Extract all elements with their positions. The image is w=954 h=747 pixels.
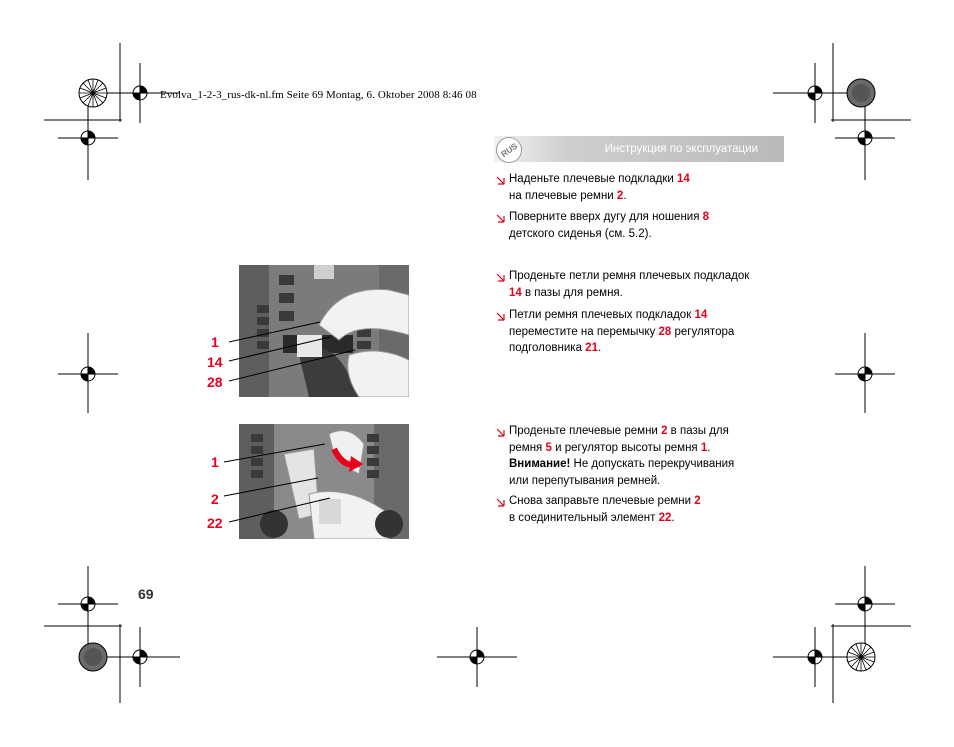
step-3: Проденьте петли ремня плечевых подкладок 14 в пазы для ремня. (496, 268, 786, 301)
step-4: Петли ремня плечевых подкладок 14 переместите на перемычку 28 регулятора подголовника 21. (496, 307, 786, 357)
step-arrow-icon (496, 310, 507, 321)
step-2: Поверните вверх дугу для ношения 8 детского сиденья (см. 5.2). (496, 209, 786, 242)
figure1-callout-28: 28 (207, 374, 223, 390)
step-arrow-icon (496, 426, 507, 437)
page-number: 69 (138, 586, 154, 602)
step-6: Снова заправьте плечевые ремни 2 в соединительный элемент 22. (496, 493, 786, 526)
step-5: Проденьте плечевые ремни 2 в пазы для ремня 5 и регулятор высоты ремня 1. Внимание! Не допускать перекручивания или перепутывания ремней. (496, 423, 786, 489)
file-info: Evolva_1-2-3_rus-dk-nl.fm Seite 69 Montag, 6. Oktober 2008 8:46 08 (160, 89, 477, 101)
figure1-callout-1: 1 (211, 334, 219, 350)
step-arrow-icon (496, 174, 507, 185)
banner-title: Инструкция по эксплуатации (604, 143, 758, 155)
step-arrow-icon (496, 212, 507, 223)
step-arrow-icon (496, 496, 507, 507)
figure1-callout-14: 14 (207, 354, 223, 370)
step-1: Наденьте плечевые подкладки 14 на плечевые ремни 2. (496, 171, 786, 204)
figure2-callout-1: 1 (211, 454, 219, 470)
figure2-callout-22: 22 (207, 515, 223, 531)
language-badge: RUS (491, 132, 527, 168)
step-arrow-icon (496, 271, 507, 282)
figure2-callout-2: 2 (211, 491, 219, 507)
